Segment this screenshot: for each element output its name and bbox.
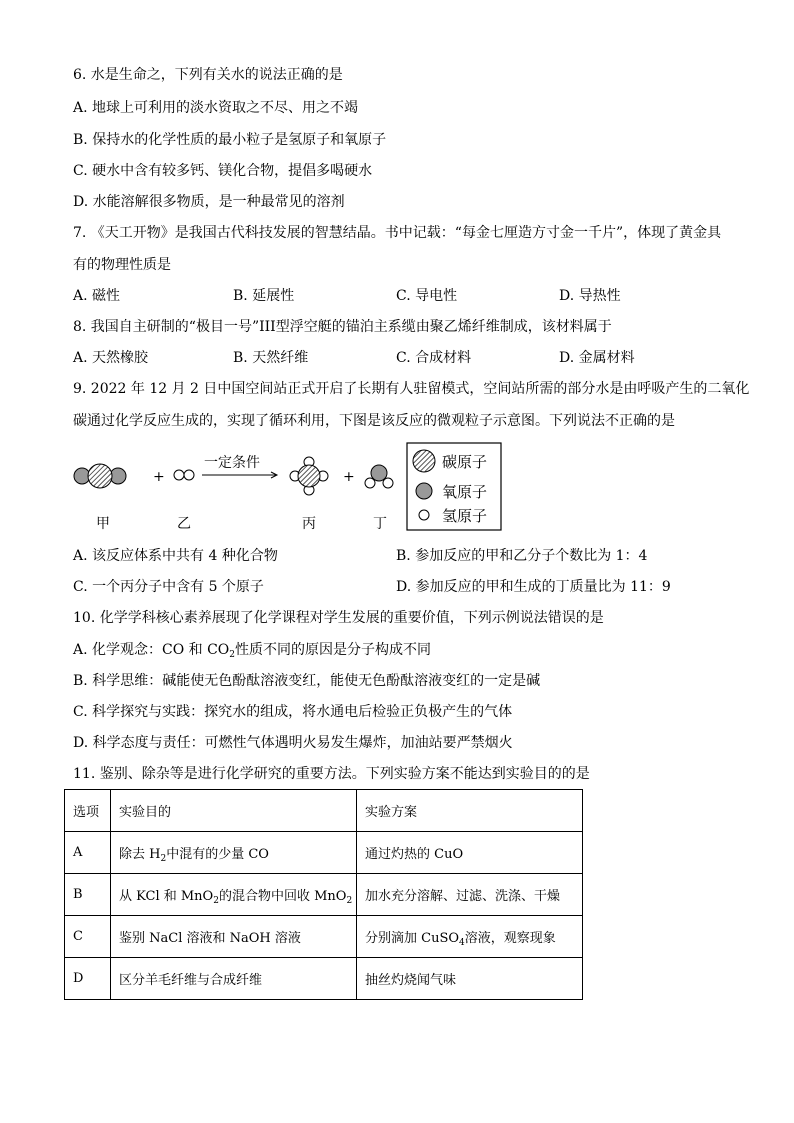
legend-oxygen-icon [416, 483, 432, 499]
q9-option-d: D. 参加反应的甲和生成的丁质量比为 11：9 [396, 579, 671, 595]
q10-option-a-text: A. 化学观念：CO 和 CO [73, 642, 230, 658]
row-b-goal-text: 从 KCl 和 MnO [119, 889, 214, 904]
row-a-plan: 通过灼热的 CuO [357, 832, 583, 874]
q7-options [73, 287, 713, 305]
row-c-goal: 鉴别 NaCl 溶液和 NaOH 溶液 [111, 916, 357, 958]
legend-carbon-icon [413, 450, 435, 472]
q11-table [64, 789, 583, 1000]
row-a-goal-text: 除去 H [119, 847, 161, 862]
q9-option-b: B. 参加反应的甲和乙分子个数比为 1：4 [396, 548, 648, 564]
row-b-option: B [65, 874, 111, 916]
q6-option-c: C. 硬水中含有较多钙、镁化合物，提倡多喝硬水 [73, 163, 373, 179]
row-c-plan-rest: 溶液，观察现象 [464, 931, 556, 946]
q7-option-c: C. 导电性 [396, 288, 458, 304]
table-row [65, 832, 583, 874]
legend-hydrogen-icon [419, 510, 429, 520]
row-b-goal [111, 874, 357, 916]
reaction-condition: 一定条件 [204, 455, 260, 471]
row-a-goal [111, 832, 357, 874]
reaction-diagram [60, 440, 510, 535]
q8-options [73, 349, 713, 367]
q9-stem-line2: 碳通过化学反应生成的，实现了循环利用，下图是该反应的微观粒子示意图。下列说法不正确的是 [73, 413, 675, 429]
q9-option-a: A. 该反应体系中共有 4 种化合物 [73, 548, 278, 564]
plus-sign-1: + [153, 469, 165, 485]
q7-stem-line1: 7. 《天工开物》是我国古代科技发展的智慧结晶。书中记载：“每金七厘造方寸金一千片”，体现了黄金具 [73, 225, 722, 241]
q6-option-b: B. 保持水的化学性质的最小粒子是氢原子和氧原子 [73, 132, 387, 148]
row-b-goal-rest: 的混合物中回收 MnO [218, 889, 347, 904]
row-d-goal: 区分羊毛纤维与合成纤维 [111, 958, 357, 1000]
q10-option-d: D. 科学态度与责任：可燃性气体遇明火易发生爆炸，加油站要严禁烟火 [73, 735, 513, 751]
q8-option-c: C. 合成材料 [396, 350, 472, 366]
molecule-yi [174, 470, 194, 480]
row-c-plan [357, 916, 583, 958]
label-jia: 甲 [96, 516, 110, 532]
q9-stem-line1: 9. 2022 年 12 月 2 日中国空间站正式开启了长期有人驻留模式，空间站所需的部分水是由呼吸产生的二氧化 [73, 381, 750, 397]
q10-option-a [73, 641, 431, 659]
q8-stem: 8. 我国自主研制的“极目一号”III型浮空艇的锚泊主系缆由聚乙烯纤维制成，该材料属于 [73, 319, 612, 335]
q10-option-b: B. 科学思维：碱能使无色酚酞溶液变红，能使无色酚酞溶液变红的一定是碱 [73, 673, 541, 689]
q7-stem-line2: 有的物理性质是 [73, 257, 171, 273]
table-row [65, 916, 583, 958]
row-b-plan: 加水充分溶解、过滤、洗涤、干燥 [357, 874, 583, 916]
legend-carbon: 碳原子 [442, 453, 488, 471]
header-goal: 实验目的 [111, 790, 357, 832]
table-row [65, 874, 583, 916]
q10-option-c: C. 科学探究与实践：探究水的组成，将水通电后检验正负极产生的气体 [73, 704, 513, 720]
legend-hydrogen: 氢原子 [442, 507, 488, 525]
q10-option-a-rest: 性质不同的原因是分子构成不同 [235, 642, 432, 658]
header-option: 选项 [65, 790, 111, 832]
legend-box [407, 443, 501, 530]
row-a-goal-subscript: 2 [160, 854, 167, 864]
row-d-plan: 抽丝灼烧闻气味 [357, 958, 583, 1000]
q8-option-b: B. 天然纤维 [233, 350, 309, 366]
header-plan: 实验方案 [357, 790, 583, 832]
legend-oxygen: 氧原子 [442, 483, 488, 501]
q11-stem: 11. 鉴别、除杂等是进行化学研究的重要方法。下列实验方案不能达到实验目的的是 [73, 766, 590, 782]
label-yi: 乙 [177, 516, 191, 532]
molecule-ding [365, 465, 393, 488]
q9-options-row1 [73, 547, 713, 565]
q6-stem: 6. 水是生命之，下列有关水的说法正确的是 [73, 67, 343, 83]
q7-option-a: A. 磁性 [73, 288, 121, 304]
row-b-goal-subscript-2: 2 [346, 896, 353, 906]
row-c-plan-subscript: 4 [459, 938, 465, 948]
q6-option-d: D. 水能溶解很多物质，是一种最常见的溶剂 [73, 194, 345, 210]
q8-option-a: A. 天然橡胶 [73, 350, 149, 366]
row-c-plan-text: 分别滴加 CuSO [365, 931, 460, 946]
molecule-bing [290, 457, 328, 495]
label-bing: 丙 [302, 516, 316, 532]
plus-sign-2: + [343, 469, 355, 485]
row-d-option: D [65, 958, 111, 1000]
table-row [65, 958, 583, 1000]
q10-option-a-subscript: 2 [229, 650, 236, 660]
table-header-row [65, 790, 583, 832]
q9-option-c: C. 一个丙分子中含有 5 个原子 [73, 579, 264, 595]
row-b-goal-subscript: 2 [213, 896, 219, 906]
q6-option-a: A. 地球上可利用的淡水资取之不尽、用之不竭 [73, 100, 359, 116]
molecule-jia [74, 464, 126, 488]
q8-option-d: D. 金属材料 [559, 350, 635, 366]
q7-option-b: B. 延展性 [233, 288, 295, 304]
row-a-goal-rest: 中混有的少量 CO [166, 847, 269, 862]
label-ding: 丁 [373, 516, 387, 532]
row-c-option: C [65, 916, 111, 958]
row-a-option: A [65, 832, 111, 874]
q7-option-d: D. 导热性 [559, 288, 621, 304]
q9-options-row2 [73, 578, 713, 596]
q10-stem: 10. 化学学科核心素养展现了化学课程对学生发展的重要价值，下列示例说法错误的是 [73, 610, 604, 626]
